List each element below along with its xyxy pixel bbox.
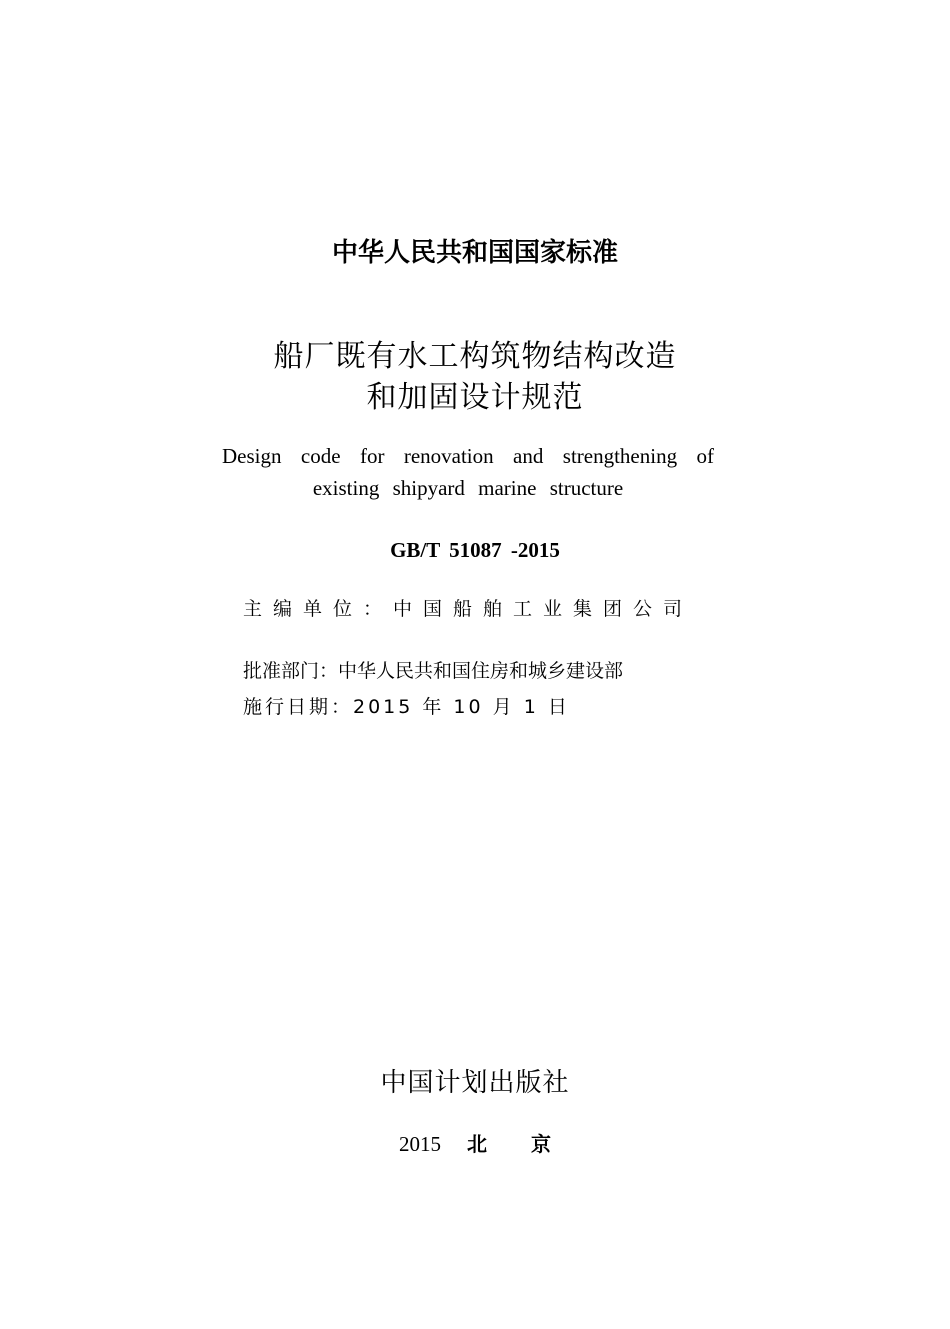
title-en-line2: existing shipyard marine structure <box>312 476 624 500</box>
publisher-name: 中国计划出版社 <box>380 1068 570 1098</box>
title-en-line1: Design code for renovation and strengthening of <box>222 444 714 468</box>
publication-city: 北京 <box>467 1132 595 1156</box>
approving-department: 批准部门：中华人民共和国住房和城乡建设部 <box>243 660 624 682</box>
editor-unit: 主编单位：中国船舶工业集团公司 <box>243 598 694 620</box>
title-cn-line1: 船厂既有水工构筑物结构改造 <box>273 339 677 374</box>
standard-code: GB/T 51087 -2015 <box>390 538 560 562</box>
publication-year: 2015 <box>399 1132 441 1156</box>
title-cn-line2: 和加固设计规范 <box>366 380 584 415</box>
publication-place <box>0 1128 950 1157</box>
standard-type-heading: 中华人民共和国国家标准 <box>331 238 618 268</box>
effective-date: 施行日期：2015 年 10 月 1 日 <box>243 696 570 718</box>
